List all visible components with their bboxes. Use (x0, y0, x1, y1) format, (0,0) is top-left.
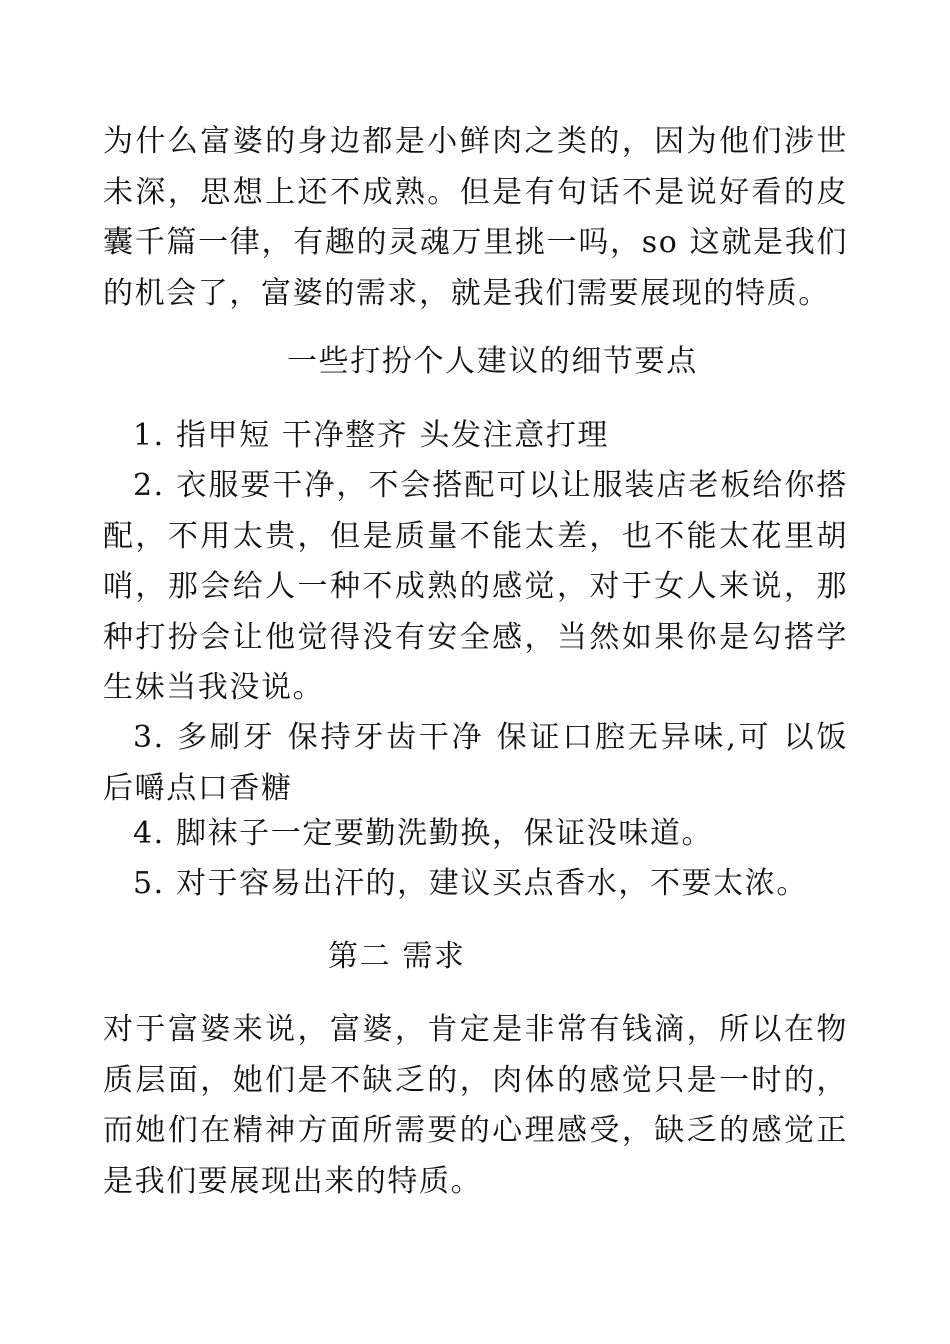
tip-item-3: 3. 多刷牙 保持牙齿干净 保证口腔无异味,可 以饭后嚼点口香糖 (103, 720, 848, 806)
tip-item-5: 5. 对于容易出汗的，建议买点香水，不要太浓。 (133, 866, 808, 901)
section-heading-styling-tips: 一些打扮个人建议的细节要点 (287, 344, 698, 379)
section-heading-needs: 第二 需求 (328, 939, 466, 974)
tip-item-4: 4. 脚袜子一定要勤洗勤换，保证没味道。 (133, 816, 714, 851)
needs-paragraph: 对于富婆来说，富婆，肯定是非常有钱滴，所以在物质层面，她们是不缺乏的，肉体的感觉只是一时的，而她们在精神方面所需要的心理感受，缺乏的感觉正是我们要展现出来的特质。 (103, 1012, 848, 1199)
tip-item-2: 2. 衣服要干净，不会搭配可以让服装店老板给你搭配，不用太贵，但是质量不能太差，也不能太花里胡哨，那会给人一种不成熟的感觉，对于女人来说，那种打扮会让他觉得没有安全感，当然如果你是勾搭学生妹当我没说。 (103, 468, 848, 705)
tip-item-1: 1. 指甲短 干净整齐 头发注意打理 (133, 418, 610, 453)
intro-paragraph: 为什么富婆的身边都是小鲜肉之类的，因为他们涉世未深，思想上还不成熟。但是有句话不是说好看的皮囊千篇一律，有趣的灵魂万里挑一吗，so 这就是我们的机会了，富婆的需求，就是我们需要展现的特质。 (103, 124, 848, 311)
